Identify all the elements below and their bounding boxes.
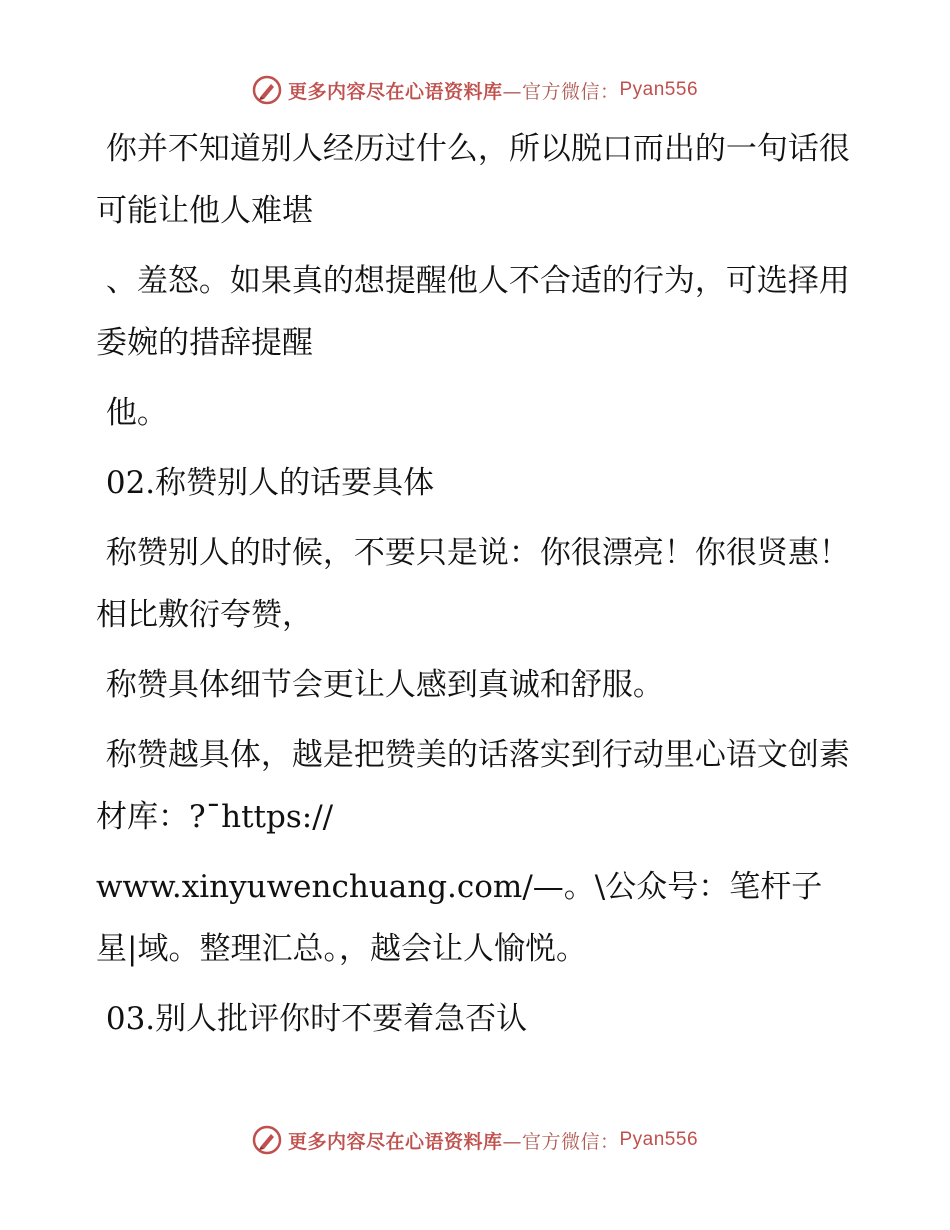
banner-dash: —官方微信：	[502, 80, 620, 103]
footer-watermark	[0, 1120, 950, 1160]
banner-brand: 更多内容尽在心语资料库	[287, 1130, 503, 1153]
document-body	[96, 118, 856, 1050]
banner-wechat: Pyan556	[619, 1129, 699, 1150]
paragraph-8: www.xinyuwenchuang.com/—。\公众号：笔杆子星|域。整理汇总。，越会让人愉悦。	[96, 869, 823, 967]
paragraph-6: 称赞具体细节会更让人感到真诚和舒服。	[96, 667, 664, 703]
pen-logo-icon	[252, 75, 282, 105]
section-heading-02: 02.称赞别人的话要具体	[96, 465, 435, 501]
paragraph-2: 、羞怒。如果真的想提醒他人不合适的行为，可选择用委婉的措辞提醒	[96, 263, 850, 361]
pen-logo-icon	[252, 1125, 282, 1155]
header-watermark	[0, 70, 950, 110]
paragraph-5: 称赞别人的时候，不要只是说：你很漂亮！你很贤惠！相比敷衍夸赞，	[96, 535, 850, 633]
paragraph-7: 称赞越具体，越是把赞美的话落实到行动里心语文创素材库：?¯https://	[96, 737, 850, 835]
banner-dash: —官方微信：	[502, 1130, 620, 1153]
paragraph-3: 他。	[96, 395, 168, 431]
banner-wechat: Pyan556	[619, 79, 699, 100]
banner-brand: 更多内容尽在心语资料库	[287, 80, 503, 103]
paragraph-1: 你并不知道别人经历过什么，所以脱口而出的一句话很可能让他人难堪	[96, 131, 850, 229]
section-heading-03: 03.别人批评你时不要着急否认	[96, 1001, 528, 1037]
